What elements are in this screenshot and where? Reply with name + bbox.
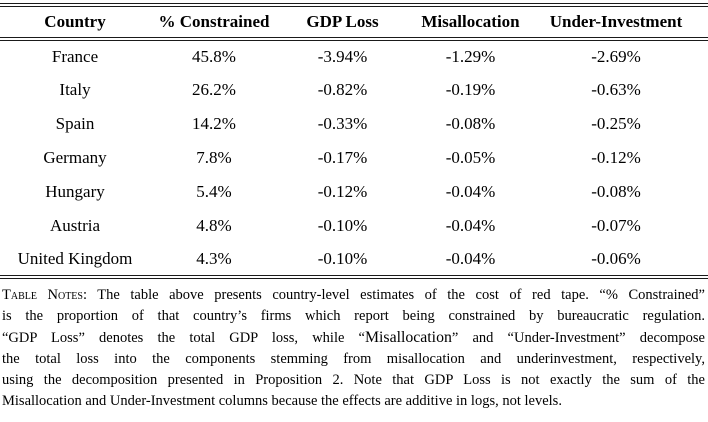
- column-header-gdp-loss: GDP Loss: [282, 5, 403, 39]
- table-row: [0, 107, 708, 141]
- cell-gdp-loss: -0.10%: [317, 249, 368, 268]
- cell-gdp-loss: -0.17%: [317, 148, 368, 167]
- table-row: [0, 209, 708, 243]
- table-row: [0, 243, 708, 277]
- cell-misallocation: -1.29%: [445, 47, 496, 66]
- cell-under-investment: -0.08%: [591, 182, 641, 201]
- table-notes-text: ” and “Under-Investment” decompose: [451, 330, 705, 346]
- cell-country: France: [51, 47, 99, 66]
- table-notes-line: using the decomposition presented in Proposition 2. Note that GDP Loss is not exactly the sum of the: [2, 372, 705, 388]
- cell-pct-constrained: 7.8%: [196, 148, 232, 167]
- cell-gdp-loss: -0.12%: [317, 182, 368, 201]
- cell-under-investment: -0.25%: [591, 114, 641, 133]
- cell-under-investment: -0.07%: [591, 216, 641, 235]
- cell-under-investment: -0.06%: [591, 249, 641, 268]
- table-notes-line: is the proportion of that country’s firms which report being constrained by bureaucratic regulation.: [2, 308, 705, 324]
- table-header-row: [0, 5, 708, 39]
- cell-pct-constrained: 4.8%: [196, 216, 232, 235]
- cell-country: Hungary: [45, 182, 105, 201]
- column-header-misallocation: Misallocation: [403, 5, 538, 39]
- column-header-under-investment: Under-Investment: [538, 5, 708, 39]
- cell-country: Italy: [59, 80, 91, 99]
- table-notes-line: [2, 285, 705, 306]
- cell-gdp-loss: -3.94%: [317, 47, 368, 66]
- cell-pct-constrained: 45.8%: [192, 47, 236, 66]
- cell-under-investment: -2.69%: [591, 47, 641, 66]
- cell-pct-constrained: 14.2%: [192, 114, 236, 133]
- table-notes-line: Misallocation and Under-Investment columns because the effects are additive in logs, not levels.: [2, 393, 562, 409]
- column-header-country: Country: [0, 5, 146, 39]
- cell-misallocation: -0.19%: [445, 80, 496, 99]
- cell-gdp-loss: -0.10%: [317, 216, 368, 235]
- table-notes-label: Table Notes:: [2, 287, 88, 303]
- cell-gdp-loss: -0.82%: [317, 80, 368, 99]
- cell-misallocation: -0.04%: [445, 216, 496, 235]
- table-notes: [0, 285, 708, 412]
- cell-under-investment: -0.12%: [591, 148, 641, 167]
- cell-misallocation: -0.05%: [445, 148, 496, 167]
- cell-country: Austria: [49, 216, 101, 235]
- cell-misallocation: -0.08%: [445, 114, 496, 133]
- cell-country: United Kingdom: [17, 249, 133, 268]
- table-notes-line: the total loss into the components stemming from misallocation and underinvestment, respectively,: [2, 351, 705, 367]
- cell-misallocation: -0.04%: [445, 182, 496, 201]
- table-notes-line: [2, 327, 705, 349]
- column-header-pct-constrained: % Constrained: [146, 5, 282, 39]
- cell-pct-constrained: 5.4%: [196, 182, 232, 201]
- cell-pct-constrained: 4.3%: [196, 249, 232, 268]
- table-row: [0, 39, 708, 73]
- table-row: [0, 141, 708, 175]
- cell-pct-constrained: 26.2%: [192, 80, 236, 99]
- table-notes-text: “GDP Loss” denotes the total GDP loss, while “: [2, 330, 365, 346]
- table-notes-math-word: Misallocation: [365, 329, 452, 346]
- cell-under-investment: -0.63%: [591, 80, 641, 99]
- cell-gdp-loss: -0.33%: [317, 114, 368, 133]
- table-row: [0, 73, 708, 107]
- table-row: [0, 175, 708, 209]
- table-notes-text: The table above presents country-level estimates of the cost of red tape. “% Constrained”: [87, 287, 705, 303]
- cell-misallocation: -0.04%: [445, 249, 496, 268]
- cell-country: Spain: [55, 114, 95, 133]
- cost-of-red-tape-table: [0, 3, 708, 279]
- cell-country: Germany: [43, 148, 107, 167]
